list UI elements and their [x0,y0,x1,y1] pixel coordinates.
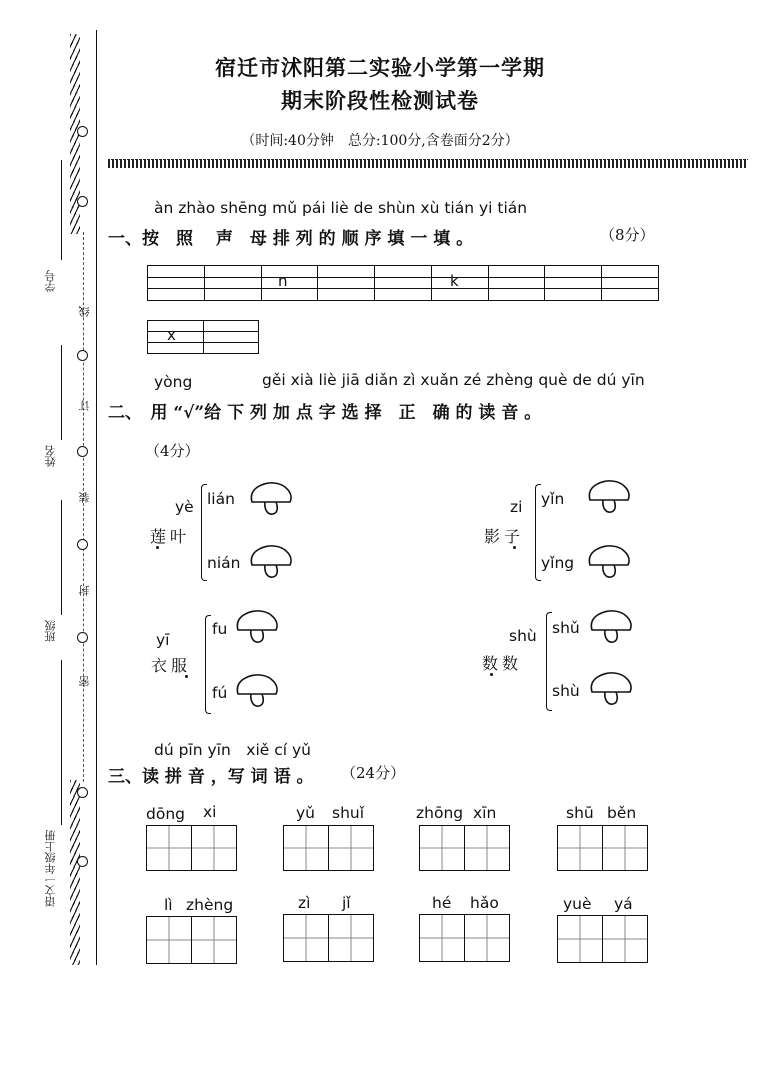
mushroom-answer-icon[interactable] [586,478,632,518]
seal-char: 订 [78,400,91,411]
q2-score: （4分） [145,442,200,460]
binding-hole [77,196,88,207]
mushroom-answer-icon[interactable] [588,608,634,648]
hatch-strip-bottom [70,780,80,965]
word-pinyin: shuǐ [332,804,365,822]
mushroom-answer-icon[interactable] [234,672,280,712]
writing-box[interactable] [419,914,465,962]
word-pinyin: jǐ [342,894,351,912]
student-id-label: 学号 [44,270,57,292]
sequence-letter: n [278,272,288,290]
mushroom-answer-icon[interactable] [248,543,294,583]
binding-hole [77,446,88,457]
word-pinyin: yá [614,895,633,913]
writing-box[interactable] [283,914,329,962]
option-pinyin: lián [207,490,235,508]
option-pinyin: yǐng [541,554,575,572]
writing-box[interactable] [557,825,603,871]
option-pinyin: nián [207,554,241,572]
word-pinyin: yǔ [296,804,315,822]
sequence-cell[interactable] [431,266,488,301]
item-pinyin: shù [509,627,537,645]
sequence-cell[interactable] [203,321,259,354]
item-word: 影子 [484,527,525,546]
option-pinyin: yǐn [541,490,565,508]
option-pinyin: shù [552,682,580,700]
mushroom-answer-icon[interactable] [586,543,632,583]
writing-box[interactable] [464,914,510,962]
sequence-cell[interactable] [204,266,261,301]
emphasis-dot [156,546,159,549]
q1-sequence-row2 [147,320,259,354]
sequence-letter: k [450,272,459,290]
word-pinyin: dōng [146,805,185,823]
word-pinyin: shū [566,804,594,822]
word-pinyin: xi [203,803,217,821]
emphasis-dot [490,673,493,676]
emphasis-dot [185,675,188,678]
exam-info: （时间:40分钟 总分:100分,含卷面分2分） [241,133,519,149]
q2-label: 二、 用 “√”给 下 列 加 点 字 选 择 正 确 的 读 音 。 [108,403,542,423]
student-id-line [61,160,62,260]
mushroom-answer-icon[interactable] [234,608,280,648]
writing-box[interactable] [557,915,603,963]
item-pinyin: zi [510,498,523,516]
writing-box[interactable] [328,825,374,871]
q3-score: （24分） [341,764,406,782]
class-label: 班级 [44,620,57,642]
binding-hole [77,787,88,798]
page-title-line1: 宿迁市沭阳第二实验小学第一学期 [215,55,545,80]
writing-box[interactable] [146,916,192,964]
word-pinyin: zhōng [416,804,464,822]
writing-box[interactable] [328,914,374,962]
word-pinyin: yuè [563,895,592,913]
item-word: 数数 [482,654,523,673]
page-title-line2: 期末阶段性检测试卷 [281,88,479,113]
seal-char: 密 [78,676,91,687]
binding-hole [77,856,88,867]
q1-pinyin: àn zhào shēng mǔ pái liè de shùn xù tián yi tián [154,199,528,217]
writing-box[interactable] [464,825,510,871]
q1-sequence-row1 [147,265,659,301]
sequence-cell[interactable] [375,266,432,301]
binding-hole [77,539,88,550]
item-word: 衣服 [151,656,192,675]
word-pinyin: běn [607,804,637,822]
sequence-cell[interactable] [148,266,205,301]
seal-char: 线 [78,306,91,317]
header-divider [108,159,748,168]
sequence-cell[interactable] [602,266,659,301]
word-pinyin: hǎo [470,894,499,912]
binding-line [96,30,97,965]
word-pinyin: xīn [473,804,497,822]
q1-score: （8分） [600,226,655,244]
sequence-cell[interactable] [545,266,602,301]
seal-char: 装 [78,492,91,503]
sequence-cell[interactable] [318,266,375,301]
binding-hole [77,350,88,361]
brace [205,615,211,714]
sequence-cell[interactable] [488,266,545,301]
q3-pinyin: dú pīn yīn xiě cí yǔ [154,741,311,759]
class-line [61,500,62,615]
item-word: 莲叶 [150,527,191,546]
writing-box[interactable] [146,825,192,871]
mushroom-answer-icon[interactable] [588,670,634,710]
writing-box[interactable] [602,915,648,963]
mushroom-answer-icon[interactable] [248,480,294,520]
item-pinyin: yī [156,631,170,649]
emphasis-dot [513,546,516,549]
subject-label: 语文一年级上册 [44,830,57,907]
q1-label: 一、按 照 声 母 排 列 的 顺 序 填 一 填 。 [108,229,474,249]
sequence-cell[interactable] [261,266,318,301]
writing-box[interactable] [191,825,237,871]
q2-pinyin-right: gěi xià liè jiā diǎn zì xuǎn zé zhèng què de dú yīn [262,371,645,389]
option-pinyin: fú [212,684,228,702]
binding-hole [77,632,88,643]
sequence-letter: x [167,326,176,344]
item-pinyin: yè [175,498,194,516]
word-pinyin: zhèng [186,896,234,914]
word-pinyin: lì [164,896,173,914]
word-pinyin: zì [298,894,311,912]
seal-char: 封 [78,585,91,596]
q2-pinyin-left: yòng [154,373,193,391]
name-label: 姓名 [44,445,57,467]
subject-line [61,660,62,825]
writing-box[interactable] [602,825,648,871]
writing-box[interactable] [283,825,329,871]
writing-box[interactable] [419,825,465,871]
word-pinyin: hé [432,894,452,912]
option-pinyin: fu [212,620,228,638]
q3-label: 三、读 拼 音 ，写 词 语 。 [108,767,314,787]
option-pinyin: shǔ [552,619,580,637]
name-line [61,345,62,440]
writing-box[interactable] [191,916,237,964]
